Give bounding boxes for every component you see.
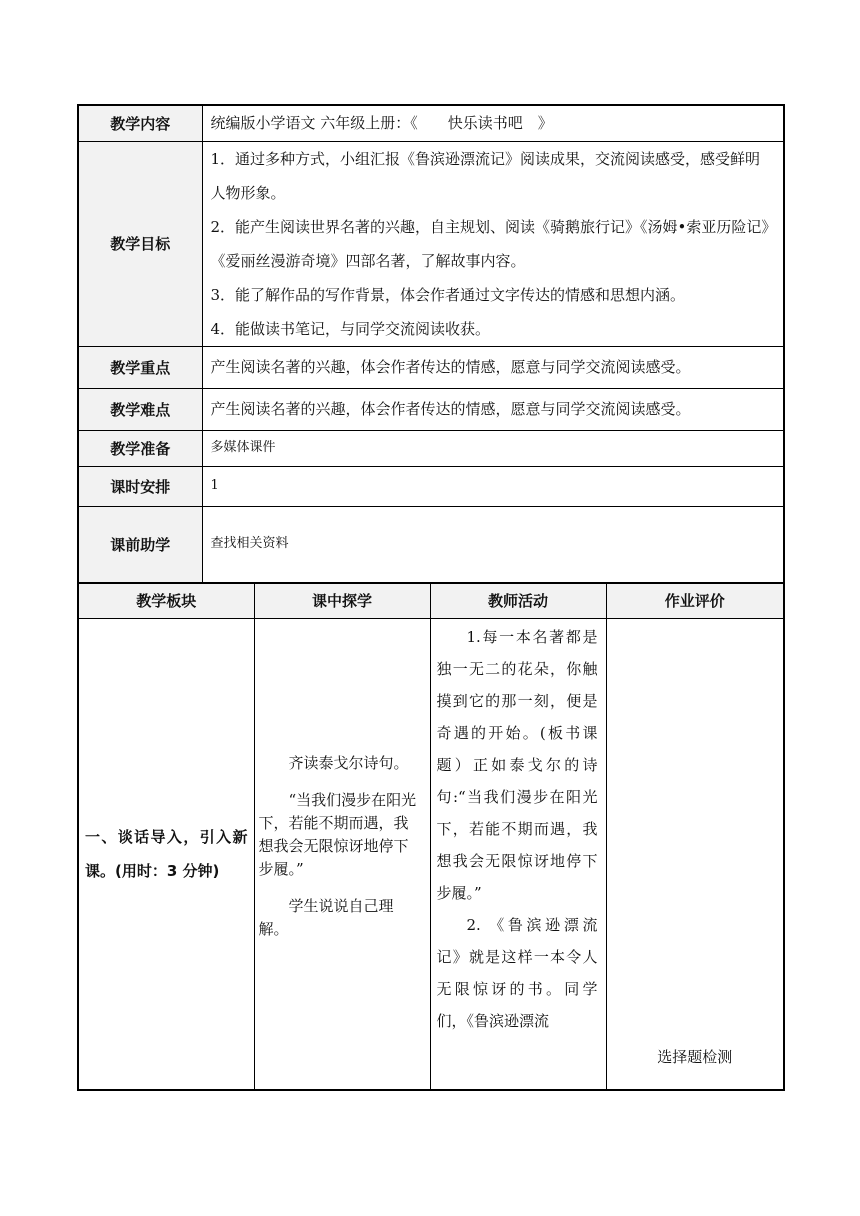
goal-item: 1．通过多种方式，小组汇报《鲁滨逊漂流记》阅读成果，交流阅读感受，感受鲜明人物形象。 [210, 149, 761, 202]
difficulty-label: 教学难点 [78, 388, 202, 430]
lesson-info-table [77, 104, 785, 583]
difficulty-value: 产生阅读名著的兴趣，体会作者传达的情感，愿意与同学交流阅读感受。 [202, 388, 784, 430]
col-header-explore: 课中探学 [254, 583, 430, 618]
col-header-teacher: 教师活动 [430, 583, 606, 618]
goals-list [202, 141, 784, 346]
hours-label: 课时安排 [78, 466, 202, 506]
explore-paragraph: 学生说说自己理解。 [258, 897, 394, 939]
preclass-value: 查找相关资料 [202, 506, 784, 582]
lesson-steps-table [77, 583, 785, 1092]
assessment-cell [606, 618, 784, 1090]
explore-paragraph: 齐读泰戈尔诗句。 [288, 754, 409, 773]
module-title: 一、谈话导入，引入新课。(用时：3 分钟) [85, 827, 248, 880]
prep-value: 多媒体课件 [202, 430, 784, 466]
module-cell [78, 618, 254, 1090]
col-header-module: 教学板块 [78, 583, 254, 618]
teacher-cell [430, 618, 606, 1090]
content-value: 统编版小学语文 六年级上册：《 快乐读书吧 》 [202, 105, 784, 141]
teacher-paragraph: 1.每一本名著都是独一无二的花朵，你触摸到它的那一刻，便是奇遇的开始。(板书课题）正如泰戈尔的诗句:“当我们漫步在阳光下，若能不期而遇，我想我会无限惊讶地停下步履。” [436, 627, 598, 902]
assessment-text: 选择题检测 [657, 1048, 733, 1066]
preclass-label: 课前助学 [78, 506, 202, 582]
goal-item: 4．能做读书笔记，与同学交流阅读收获。 [210, 319, 491, 338]
explore-paragraph: “当我们漫步在阳光下，若能不期而遇，我想我会无限惊讶地停下步履。” [258, 791, 417, 879]
explore-cell [254, 618, 430, 1090]
col-header-assessment: 作业评价 [606, 583, 784, 618]
goal-item: 2．能产生阅读世界名著的兴趣，自主规划、阅读《骑鹅旅行记》《汤姆•索亚历险记》《爱丽丝漫游奇境》四部名著，了解故事内容。 [210, 217, 769, 270]
focus-value: 产生阅读名著的兴趣，体会作者传达的情感，愿意与同学交流阅读感受。 [202, 346, 784, 388]
hours-value: 1 [202, 466, 784, 506]
goals-label: 教学目标 [78, 141, 202, 346]
focus-label: 教学重点 [78, 346, 202, 388]
lesson-plan-document [77, 104, 783, 1091]
prep-label: 教学准备 [78, 430, 202, 466]
teacher-paragraph: 2. 《鲁滨逊漂流记》就是这样一本令人无限惊讶的书。同学们，《鲁滨逊漂流 [436, 915, 598, 1030]
content-label: 教学内容 [78, 105, 202, 141]
goal-item: 3．能了解作品的写作背景，体会作者通过文字传达的情感和思想内涵。 [210, 285, 686, 304]
